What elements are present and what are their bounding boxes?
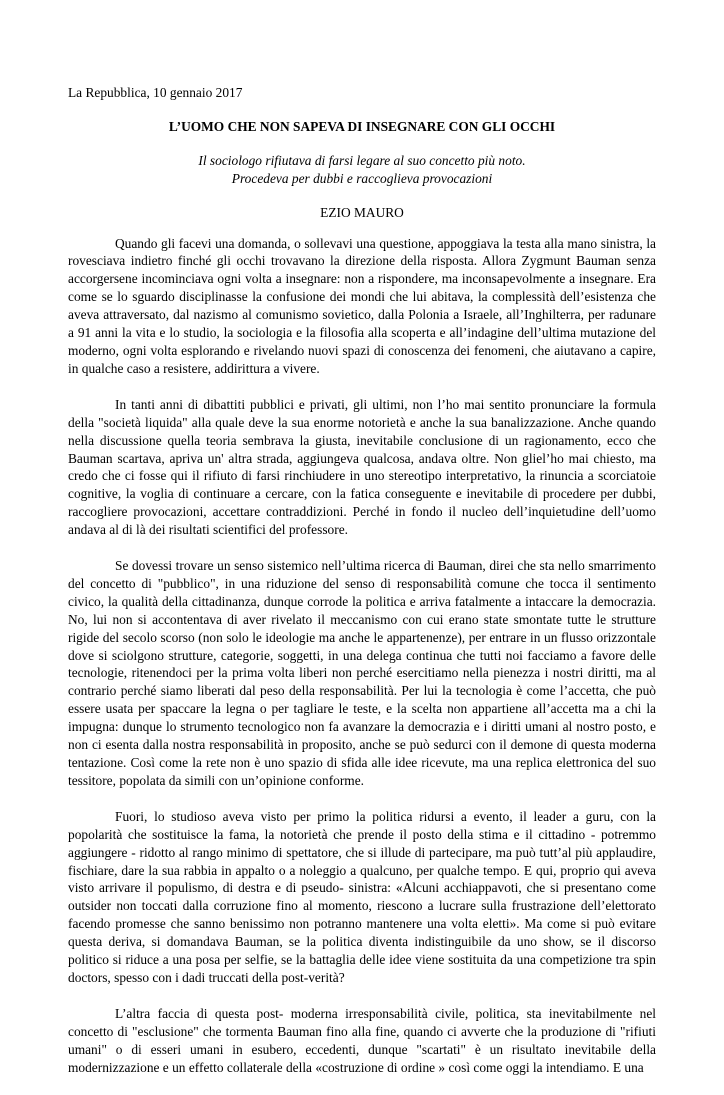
- document-page: [68, 84, 656, 1095]
- article-title: L’UOMO CHE NON SAPEVA DI INSEGNARE CON GLI OCCHI: [168, 118, 556, 134]
- body-paragraph: L’altra faccia di questa post- moderna irresponsabilità civile, politica, sta inevitabilmente nel concetto di "esclusione" che tormenta Bauman fino alla fine, quando ci avverte che la produzione di "rifiuti umani" o di esseri umani in esubero, eccedenti, dunque "scartati" è un risultato inevitabile della modernizzazione e un effetto collaterale della «costruzione di ordine » così come oggi la intendiamo. E una: [68, 1005, 656, 1075]
- body-paragraph: Se dovessi trovare un senso sistemico nell’ultima ricerca di Bauman, direi che sta nello smarrimento del concetto di "pubblico", in una riduzione del senso di responsabilità comune che tocca il sentimento civico, la qualità della cittadinanza, dunque corrode la politica e arriva fatalmente a intaccare la democrazia. No, lui non si accontentava di aver rivelato il meccanismo con cui erano state smontate tutte le strutture rigide del secolo scorso (non solo le ideologie ma anche le appartenenze), per entrare in un flusso orizzontale dove si sciolgono strutture, categorie, soggetti, in una delega continua che tutti noi facciamo a favore delle tecnologie, ritenendoci per la prima volta liberi non perché esercitiamo nella pienezza i nostri diritti, ma al contrario perché siamo liberati dal peso della responsabilità. Per lui la tecnologia è come l’accetta, che può essere usata per spaccare la legna o per tagliare le teste, e la scelta non appartiene all’accetta ma a chi la impugna: dunque lo strumento tecnologico non fa avanzare la democrazia e i diritti umani al nostro posto, e non ci esenta dalla nostra responsabilità in proposito, anche se può sedurci con il demone di questa moderna tentazione. Così come la rete non è uno spazio di sfida alle idee ricevute, ma una replica elettronica del suo tessitore, popolata da simili con un’opinione conforme.: [68, 558, 656, 788]
- body-paragraph: In tanti anni di dibattiti pubblici e privati, gli ultimi, non l’ho mai sentito pronunciare la formula della "società liquida" alla quale deve la sua enorme notorietà e anche la sua banalizzazione. Anche quando nella discussione quella teoria sembrava la giusta, inevitabile conclusione di un ragionamento, ecco che Bauman scartava, apriva un' altra strada, aggiungeva qualcosa, andava oltre. Non glielʼho mai chiesto, ma credo che ci fosse qui il rifiuto di farsi rinchiudere in uno stereotipo interpretativo, la rinuncia a scorciatoie cognitive, la voglia di continuare a cercare, con la fatica conseguente e inevitabile di procedere per dubbi, raccogliere provocazioni, accettare contraddizioni. Perché in fondo il nucleo dell’inquietudine dell’uomo andava al di là dei risultati scientifici del professore.: [68, 396, 656, 538]
- body-paragraph: Fuori, lo studioso aveva visto per primo la politica ridursi a evento, il leader a guru, con la popolarità che sostituisce la fama, la notorietà che prende il posto della stima e il cittadino - potremmo aggiungere - ridotto al rango minimo di spettatore, che si illude di partecipare, ma può tutt’al più applaudire, fischiare, dare la sua rabbia in appalto o a noleggio a qualcuno, per qualche tempo. E qui, proprio qui aveva visto arrivare il populismo, di destra e di pseudo- sinistra: «Alcuni acchiappavoti, che si presentano come outsider non toccati dalla corruzione fino al momento, riescono a lucrare sulla frustrazione dell’elettorato facendo promesse che sanno benissimo non potranno mantenere una volta eletti». Ma come si può evitare questa deriva, si domandava Bauman, se la politica diventa indistinguibile da uno show, se il discorso politico si riduce a una posa per selfie, se la battaglia delle idee viene sostituita da una competizione tra spin doctors, spesso con i dadi truccati della post-verità?: [68, 808, 656, 985]
- article-subtitle: [68, 152, 656, 188]
- source-line: La Repubblica, 10 gennaio 2017: [68, 85, 243, 100]
- author-byline: EZIO MAURO: [320, 204, 404, 220]
- body-paragraph: Quando gli facevi una domanda, o sollevavi una questione, appoggiava la testa alla mano sinistra, la rovesciava indietro finché gli occhi trovavano la direzione della risposta. Allora Zygmunt Bauman senza accorgersene incominciava ogni volta a insegnare: non a rispondere, ma inconsapevolmente a insegnare. Era come se lo sguardo disciplinasse la confusione dei mondi che lui abitava, la complessità dell’esistenza che aveva attraversato, dal nazismo al comunismo sovietico, dalla Polonia a Israele, all’Inghilterra, per radunare a 91 anni la vita e lo studio, la sociologia e la filosofia alla scoperta e all’indagine dell’ultima mutazione del moderno, ogni volta esplorando e rivelando nuovi spazi di conoscenza dei fenomeni, che aiutavano a capire, in qualche caso a resistere, addirittura a vivere.: [68, 235, 656, 376]
- subtitle-line-1: Il sociologo rifiutava di farsi legare al suo concetto più noto.: [198, 152, 526, 168]
- subtitle-line-2: Procedeva per dubbi e raccoglieva provocazioni: [231, 170, 493, 186]
